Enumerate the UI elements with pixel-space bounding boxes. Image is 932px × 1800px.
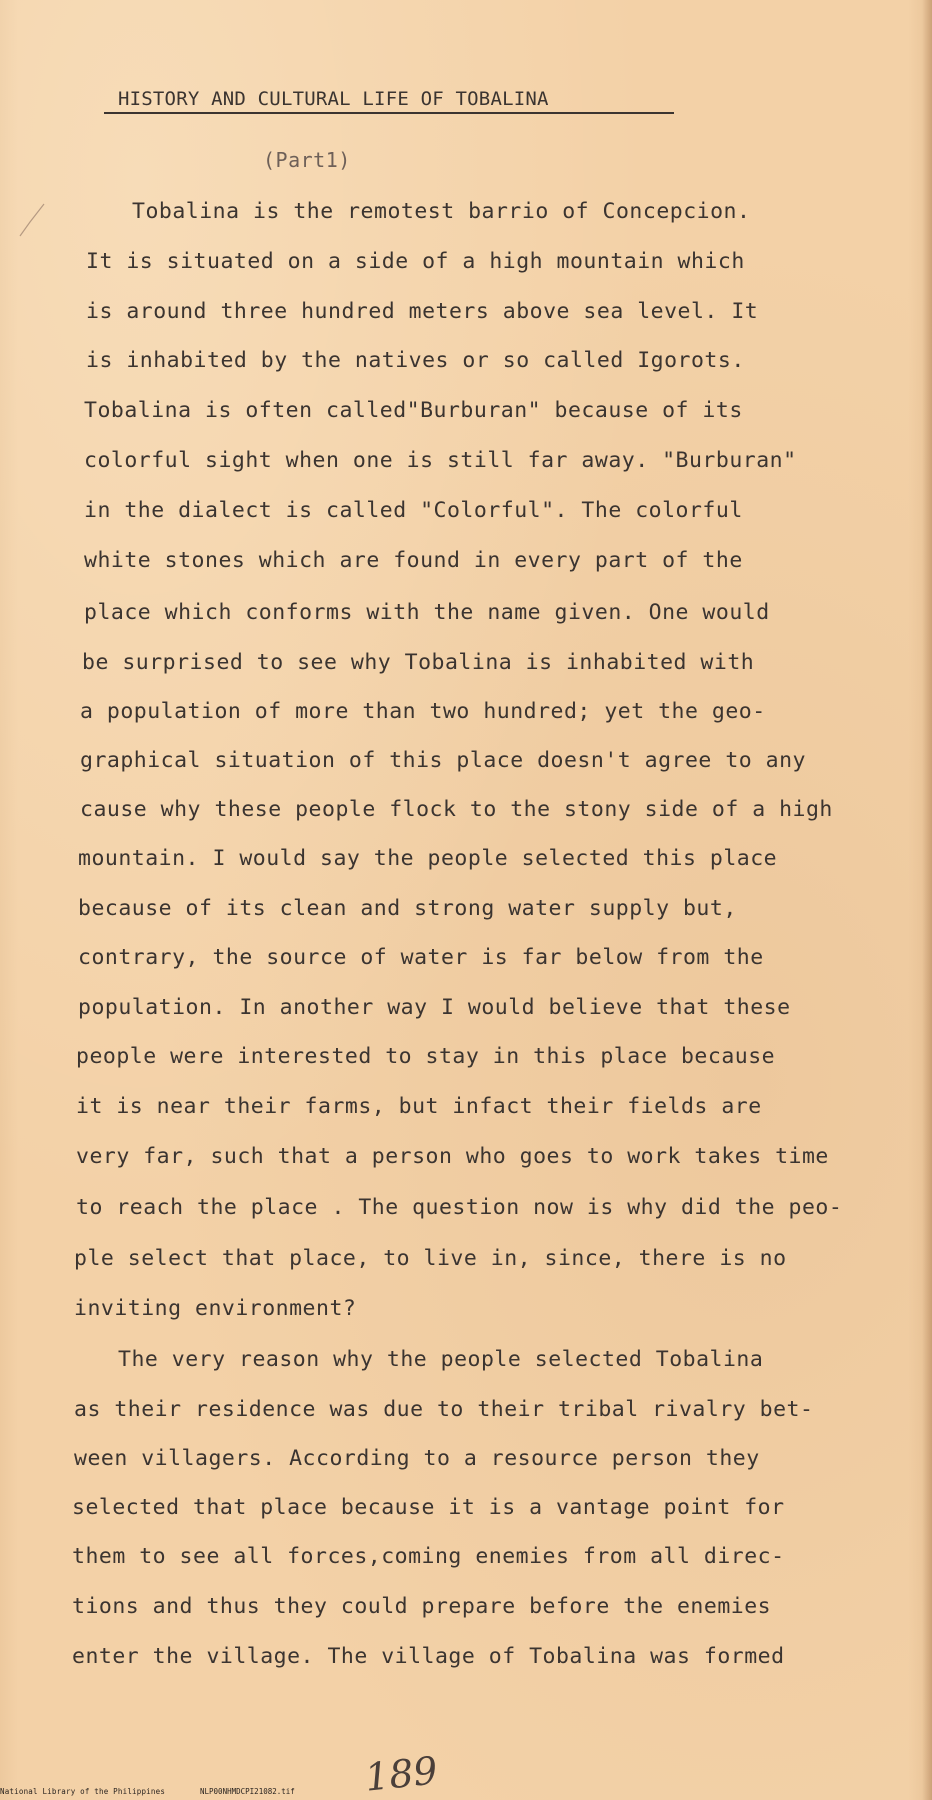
body-line-8: white stones which are found in every part of the <box>84 548 743 573</box>
body-line-21: to reach the place . The question now is why did the peo- <box>76 1195 843 1220</box>
body-line-4: is inhabited by the natives or so called Igorots. <box>86 348 745 373</box>
body-line-23: inviting environment? <box>74 1296 357 1321</box>
body-line-27: selected that place because it is a vantage point for <box>72 1495 785 1520</box>
body-line-18: people were interested to stay in this place because <box>76 1044 776 1069</box>
body-line-10: be surprised to see why Tobalina is inhabited with <box>82 650 755 675</box>
body-line-14: mountain. I would say the people selected this place <box>78 846 778 871</box>
body-line-15: because of its clean and strong water supply but, <box>78 896 737 921</box>
body-line-29: tions and thus they could prepare before the enemies <box>72 1594 772 1619</box>
body-line-26: ween villagers. According to a resource person they <box>74 1446 760 1471</box>
title-underline <box>104 112 674 114</box>
body-line-13: cause why these people flock to the stony side of a high <box>80 797 833 822</box>
body-line-9: place which conforms with the name given. One would <box>84 600 770 625</box>
body-line-1: Tobalina is the remotest barrio of Concepcion. <box>132 199 751 224</box>
page-edge-shadow <box>922 0 932 1800</box>
body-line-16: contrary, the source of water is far below from the <box>78 945 764 970</box>
part-label: (Part1) <box>263 148 351 172</box>
body-line-20: very far, such that a person who goes to work takes time <box>76 1144 829 1169</box>
body-line-25: as their residence was due to their tribal rivalry bet- <box>74 1397 814 1422</box>
body-line-22: ple select that place, to live in, since, there is no <box>74 1246 787 1271</box>
body-line-6: colorful sight when one is still far away. "Burburan" <box>84 448 797 473</box>
document-title: HISTORY AND CULTURAL LIFE OF TOBALINA <box>118 88 549 110</box>
body-line-17: population. In another way I would believe that these <box>78 995 791 1020</box>
body-line-19: it is near their farms, but infact their fields are <box>76 1094 762 1119</box>
library-caption: National Library of the Philippines <box>0 1787 166 1796</box>
body-line-7: in the dialect is called "Colorful". The colorful <box>84 498 743 523</box>
body-line-3: is around three hundred meters above sea level. It <box>86 299 759 324</box>
body-line-5: Tobalina is often called"Burburan" because of its <box>84 398 743 423</box>
margin-mark-icon <box>18 200 46 238</box>
body-line-30: enter the village. The village of Tobalina was formed <box>72 1644 785 1669</box>
body-line-24: The very reason why the people selected Tobalina <box>118 1347 764 1372</box>
body-line-2: It is situated on a side of a high mountain which <box>86 249 745 274</box>
body-line-11: a population of more than two hundred; yet the geo- <box>80 699 766 724</box>
handwritten-page-number: 189 <box>362 1748 440 1800</box>
body-line-28: them to see all forces,coming enemies from all direc- <box>72 1544 785 1569</box>
body-line-12: graphical situation of this place doesn't agree to any <box>80 748 806 773</box>
file-id-caption: NLP00NHMDCPI21082.tif <box>200 1787 295 1796</box>
